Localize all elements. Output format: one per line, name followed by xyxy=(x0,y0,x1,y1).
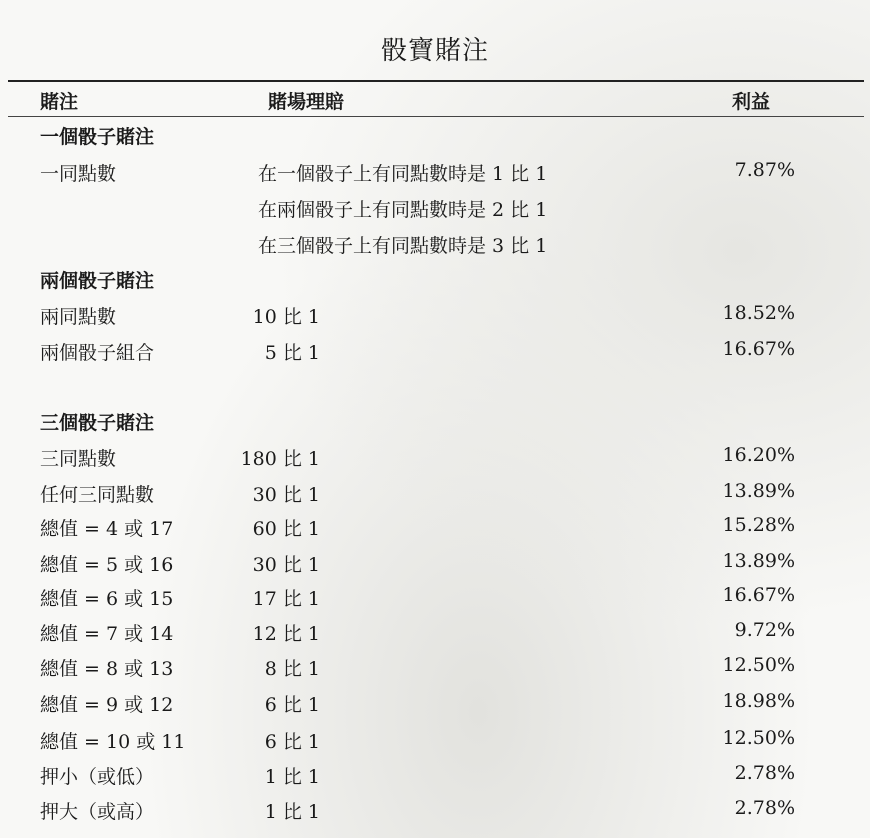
bet-payout: 17 比 1 xyxy=(252,588,320,610)
table-row xyxy=(0,159,870,189)
table-row xyxy=(0,619,870,649)
table-row xyxy=(0,550,870,580)
bet-payout: 180 比 1 xyxy=(240,448,320,470)
bet-margin: 13.89% xyxy=(722,480,795,502)
bet-payout: 30 比 1 xyxy=(252,554,320,576)
table-row xyxy=(0,231,870,261)
bet-payout: 在三個骰子上有同點數時是 3 比 1 xyxy=(258,235,548,257)
bet-name: 押大（或高） xyxy=(40,801,155,823)
table-row xyxy=(0,514,870,544)
section-one-die: 一個骰子賭注 xyxy=(40,126,155,148)
bet-payout: 6 比 1 xyxy=(264,731,320,753)
table-row xyxy=(0,654,870,684)
page-title: 骰寶賭注 xyxy=(380,36,489,66)
bet-payout: 1 比 1 xyxy=(264,766,320,788)
table-row xyxy=(0,302,870,332)
bet-name: 任何三同點數 xyxy=(40,484,155,506)
bet-name: 總值 = 5 或 16 xyxy=(40,554,174,576)
bet-payout: 5 比 1 xyxy=(264,342,320,364)
bet-margin: 16.67% xyxy=(722,338,795,360)
bet-payout: 10 比 1 xyxy=(252,306,320,328)
bet-payout: 12 比 1 xyxy=(252,623,320,645)
bet-name: 一同點數 xyxy=(40,163,117,185)
bet-margin: 15.28% xyxy=(722,514,795,536)
table-row xyxy=(0,762,870,792)
bet-margin: 13.89% xyxy=(722,550,795,572)
table-row xyxy=(0,444,870,474)
bet-payout: 60 比 1 xyxy=(252,518,320,540)
bet-payout: 在一個骰子上有同點數時是 1 比 1 xyxy=(258,163,548,185)
table-row xyxy=(0,727,870,757)
bet-margin: 18.52% xyxy=(722,302,795,324)
bet-name: 總值 = 8 或 13 xyxy=(40,658,174,680)
bet-margin: 12.50% xyxy=(722,727,795,749)
bet-margin: 16.67% xyxy=(722,584,795,606)
bet-margin: 16.20% xyxy=(722,444,795,466)
bet-name: 兩個骰子組合 xyxy=(40,342,155,364)
section-three-dice: 三個骰子賭注 xyxy=(40,412,155,434)
bet-payout: 在兩個骰子上有同點數時是 2 比 1 xyxy=(258,199,548,221)
table-row xyxy=(0,480,870,510)
header-payout: 賭場理賠 xyxy=(268,91,345,113)
section-two-dice: 兩個骰子賭注 xyxy=(40,270,155,292)
bet-margin: 18.98% xyxy=(722,690,795,712)
table-row xyxy=(0,797,870,827)
header-margin: 利益 xyxy=(732,91,771,113)
header-bet: 賭注 xyxy=(40,91,79,113)
bet-name: 總值 = 9 或 12 xyxy=(40,694,174,716)
table-row xyxy=(0,195,870,225)
bet-name: 押小（或低） xyxy=(40,766,155,788)
bet-margin: 9.72% xyxy=(734,619,795,641)
bet-payout: 1 比 1 xyxy=(264,801,320,823)
bet-margin: 2.78% xyxy=(734,762,795,784)
bet-name: 總值 = 7 或 14 xyxy=(40,623,174,645)
table-row xyxy=(0,690,870,720)
bet-name: 兩同點數 xyxy=(40,306,117,328)
table-row xyxy=(0,584,870,614)
bet-payout: 8 比 1 xyxy=(264,658,320,680)
bet-margin: 2.78% xyxy=(734,797,795,819)
bet-name: 總值 = 10 或 11 xyxy=(40,731,186,753)
bet-name: 總值 = 4 或 17 xyxy=(40,518,174,540)
bet-margin: 7.87% xyxy=(734,159,795,181)
bet-margin: 12.50% xyxy=(722,654,795,676)
bet-payout: 30 比 1 xyxy=(252,484,320,506)
bet-payout: 6 比 1 xyxy=(264,694,320,716)
table-row xyxy=(0,338,870,368)
bet-name: 三同點數 xyxy=(40,448,117,470)
bet-name: 總值 = 6 或 15 xyxy=(40,588,174,610)
